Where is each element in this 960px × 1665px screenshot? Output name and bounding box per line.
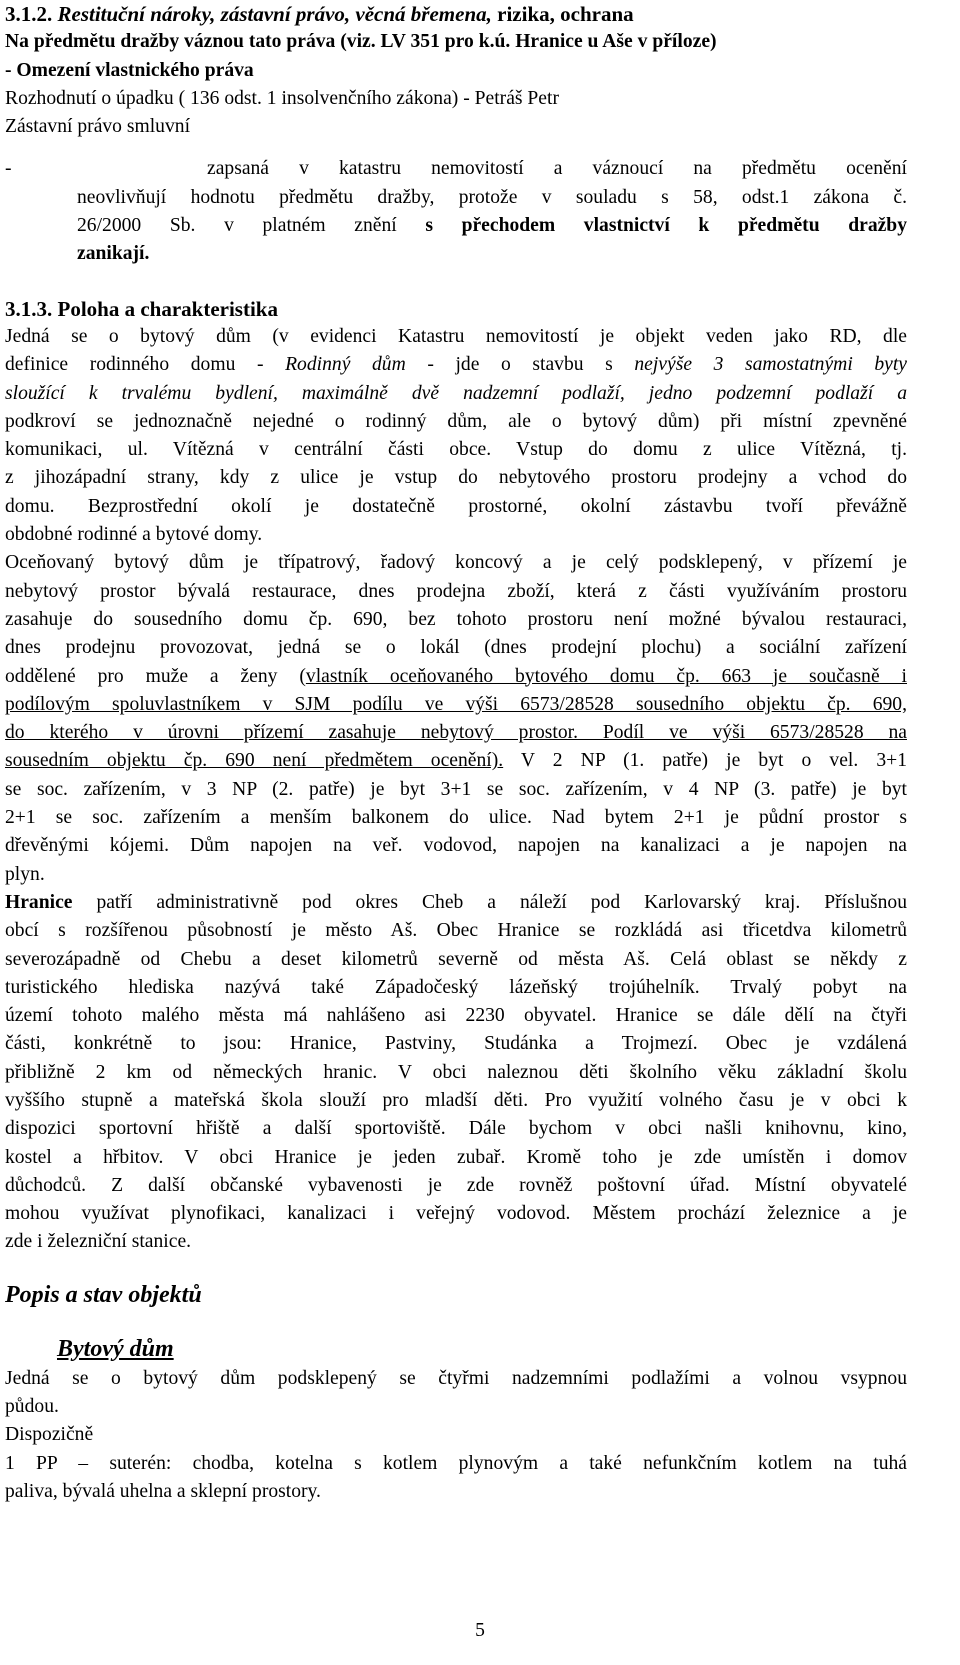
paragraph-line: z jihozápadní strany, kdy z ulice je vstup do nebytového prostoru prodejny a vchod do <box>5 467 907 489</box>
paragraph-line: zanikají. <box>77 243 150 265</box>
subsection-heading-bytovy-dum: Bytový dům <box>57 1335 174 1362</box>
paragraph-line: Jedná se o bytový dům podsklepený se čtyřmi nadzemními podlažími a volnou vsypnou <box>5 1367 907 1389</box>
paragraph-line: Hranice patří administrativně pod okres Cheb a náleží pod Karlovarský kraj. Příslušnou <box>5 891 907 913</box>
paragraph-line: dnes prodejnu provozovat, jedná se o lokál (dnes prodejní plochu) a sociální zařízení <box>5 637 907 659</box>
paragraph-line: do kterého v úrovni přízemí zasahuje nebytový prostor. Podíl ve výši 6573/28528 na <box>5 722 907 744</box>
paragraph-line: Dispozičně <box>5 1424 94 1446</box>
paragraph-line: 1 PP – suterén: chodba, kotelna s kotlem plynovým a také nefunkčním kotlem na tuhá <box>5 1452 907 1474</box>
paragraph-line: přibližně 2 km od německých hranic. V obci naleznou děti školního věku základní školu <box>5 1061 907 1083</box>
paragraph-line: mohou využívat plynofikaci, kanalizaci i veřejný vodovod. Městem prochází železnice a je <box>5 1203 907 1225</box>
paragraph-line: oddělené pro muže a ženy (vlastník oceňovaného bytového domu čp. 663 je současně i <box>5 665 907 687</box>
section-heading-popis: Popis a stav objektů <box>5 1281 202 1308</box>
paragraph-line: se soc. zařízením, v 3 NP (2. patře) je byt 3+1 se soc. zařízením, v 4 NP (3. patře) je byt <box>5 778 907 800</box>
paragraph-line: vyššího stupně a mateřská škola slouží pro mladší děti. Pro využití volného času je v obci k <box>5 1089 907 1111</box>
paragraph-line: půdou. <box>5 1396 59 1418</box>
paragraph-line: důchodců. Z další občanské vybavenosti je zde rovněž poštovní úřad. Místní obyvatelé <box>5 1174 907 1196</box>
paragraph-line: definice rodinného domu - Rodinný dům - jde o stavbu s nejvýše 3 samostatnými byty <box>5 354 907 376</box>
paragraph-line: sloužící k trvalému bydlení, maximálně dvě nadzemní podlaží, jedno podzemní podlaží a <box>5 382 907 404</box>
paragraph-location <box>5 323 907 521</box>
paragraph-line: plyn. <box>5 863 45 885</box>
paragraph-line: 2+1 se soc. zařízením a menším balkonem do ulice. Nad bytem 2+1 je půdní prostor s <box>5 807 907 829</box>
paragraph-line: kostel a hřbitov. V obci Hranice je jeden zubař. Kromě toho je zde umístěn i domov <box>5 1146 907 1168</box>
paragraph-line: území tohoto malého města má nahlášeno asi 2230 obyvatel. Hranice se dále dělí na čtyři <box>5 1005 907 1027</box>
paragraph-line: dispozici sportovní hřiště a další sportoviště. Dále bychom v obci našli knihovnu, kino, <box>5 1118 907 1140</box>
paragraph-line: severozápadně od Chebu a deset kilometrů severně od města Aš. Celá oblast se někdy z <box>5 948 907 970</box>
paragraph-line: - Omezení vlastnického práva <box>5 59 254 81</box>
section-heading-312: 3.1.2. Restituční nároky, zástavní právo, věcná břemena, rizika, ochrana <box>5 2 634 26</box>
paragraph-line: sousedním objektu čp. 690 není předmětem ocenění). V 2 NP (1. patře) je byt o vel. 3+1 <box>5 750 908 772</box>
paragraph-line: Oceňovaný bytový dům je třípatrový, řadový koncový a je celý podsklepený, v přízemí je <box>5 552 907 574</box>
paragraph-line: obcí s rozšířenou působností je město Aš. Obec Hranice se rozkládá asi třicetdva kilometrů <box>5 920 907 942</box>
bullet-item: - zapsaná v katastru nemovitostí a váznoucí na předmětu ocenění <box>5 158 907 180</box>
paragraph-line: podílovým spoluvlastníkem v SJM podílu ve výši 6573/28528 sousedního objektu čp. 690, <box>5 693 907 715</box>
paragraph-line: Zástavní právo smluvní <box>5 116 191 138</box>
paragraph-line: obdobné rodinné a bytové domy. <box>5 524 263 546</box>
paragraph-line: nebytový prostor bývalá restaurace, dnes prodejna zboží, která z části využíváním prostoru <box>5 580 907 602</box>
paragraph-building-rest <box>5 776 907 861</box>
paragraph-line: Jedná se o bytový dům (v evidenci Katastru nemovitostí je objekt veden jako RD, dle <box>5 325 907 347</box>
paragraph-line: dřevěnými kójemi. Dům napojen na veř. vodovod, napojen na kanalizaci a je napojen na <box>5 835 907 857</box>
paragraph-line: domu. Bezprostřední okolí je dostatečně prostorné, okolní zástavbu tvoří převážně <box>5 495 907 517</box>
paragraph-building <box>5 549 907 662</box>
paragraph-line: paliva, bývalá uhelna a sklepní prostory. <box>5 1480 321 1502</box>
paragraph-hranice <box>5 917 907 1228</box>
paragraph-line: neovlivňují hodnotu předmětu dražby, protože v souladu s 58, odst.1 zákona č. <box>77 186 907 208</box>
document-page <box>5 0 907 1506</box>
paragraph-line: komunikaci, ul. Vítězná v centrální části obce. Vstup do domu z ulice Vítězná, tj. <box>5 439 907 461</box>
paragraph-line: turistického hlediska nazývá také Západočeský lázeňský trojúhelník. Trvalý pobyt na <box>5 976 907 998</box>
paragraph-line: Rozhodnutí o úpadku ( 136 odst. 1 insolvenčního zákona) - Petráš Petr <box>5 87 559 109</box>
paragraph-line: podkroví se jednoznačně nejedné o rodinný dům, ale o bytový dům) při místní zpevněné <box>5 410 907 432</box>
paragraph-line: části, konkrétně to jsou: Hranice, Pastviny, Studánka a Trojmezí. Obec je vzdálená <box>5 1033 907 1055</box>
paragraph-line: Na předmětu dražby váznou tato práva (viz. LV 351 pro k.ú. Hranice u Aše v příloze) <box>5 31 717 53</box>
section-heading-313: 3.1.3. Poloha a charakteristika <box>5 296 278 321</box>
paragraph-line: zde i železniční stanice. <box>5 1231 192 1253</box>
paragraph-line: 26/2000 Sb. v platném znění s přechodem vlastnictví k předmětu dražby <box>77 215 908 237</box>
page-number: 5 <box>475 1620 485 1641</box>
paragraph-line: zasahuje do sousedního domu čp. 690, bez tohoto prostoru není možné bývalou restauraci, <box>5 608 907 630</box>
